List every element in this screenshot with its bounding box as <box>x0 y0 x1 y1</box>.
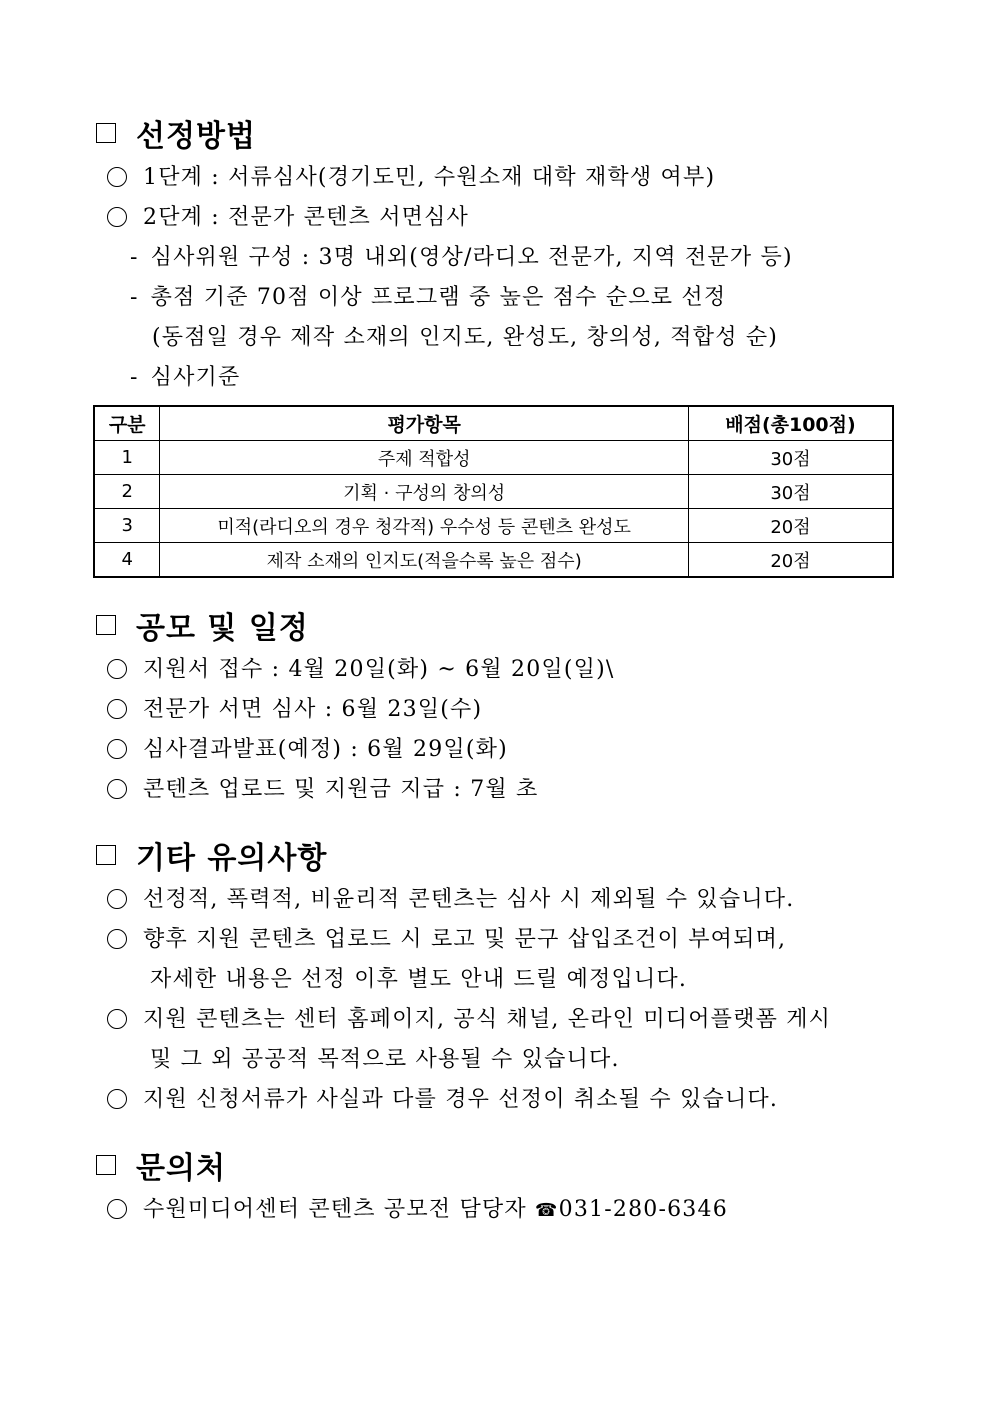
section-title: 기타 유의사항 <box>136 841 328 876</box>
criteria-table <box>93 405 894 578</box>
list-item-text: 향후 지원 콘텐츠 업로드 시 로고 및 문구 삽입조건이 부여되며, <box>143 927 787 952</box>
checkbox-square-icon <box>96 1155 116 1175</box>
list-item-text: 심사결과발표(예정) : 6월 29일(화) <box>143 737 508 762</box>
circle-bullet-icon <box>107 207 127 227</box>
circle-bullet-icon <box>107 1009 127 1029</box>
circle-bullet-icon <box>107 659 127 679</box>
list-item-continuation <box>150 965 687 995</box>
table-cell: 기획 · 구성의 창의성 <box>160 475 689 509</box>
dash-bullet: - <box>130 365 139 390</box>
list-item-text: 1단계 : 서류심사(경기도민, 수원소재 대학 재학생 여부) <box>143 165 716 190</box>
section-title: 문의처 <box>136 1151 226 1186</box>
list-item <box>107 1085 778 1115</box>
table-cell: 2 <box>94 475 160 509</box>
sub-list-item-continuation <box>152 323 778 353</box>
sub-item-text: 심사위원 구성 : 3명 내외(영상/라디오 전문가, 지역 전문가 등) <box>150 245 793 270</box>
table-cell: 미적(라디오의 경우 청각적) 우수성 등 콘텐츠 완성도 <box>160 509 689 543</box>
section-heading-selection <box>96 113 256 153</box>
checkbox-square-icon <box>96 845 116 865</box>
section-title: 공모 및 일정 <box>136 611 309 646</box>
table-cell: 4 <box>94 543 160 578</box>
list-item <box>107 1005 831 1035</box>
list-item <box>107 735 508 765</box>
circle-bullet-icon <box>107 889 127 909</box>
list-item <box>107 775 539 805</box>
dash-bullet: - <box>130 285 139 310</box>
sub-list-item <box>130 243 793 273</box>
circle-bullet-icon <box>107 929 127 949</box>
circle-bullet-icon <box>107 779 127 799</box>
section-heading-schedule <box>96 605 309 645</box>
list-item <box>107 885 794 915</box>
sub-list-item <box>130 363 240 393</box>
list-item-text: 및 그 외 공공적 목적으로 사용될 수 있습니다. <box>150 1047 620 1072</box>
list-item-text: 전문가 서면 심사 : 6월 23일(수) <box>143 697 483 722</box>
phone-number: 031-280-6346 <box>558 1197 728 1222</box>
table-header-cell: 평가항목 <box>160 406 689 441</box>
table-cell: 3 <box>94 509 160 543</box>
circle-bullet-icon <box>107 167 127 187</box>
list-item-continuation <box>150 1045 620 1075</box>
phone-icon: ☎ <box>535 1200 559 1221</box>
table-cell: 20점 <box>688 543 893 578</box>
list-item <box>107 1195 728 1225</box>
list-item-text: 선정적, 폭력적, 비윤리적 콘텐츠는 심사 시 제외될 수 있습니다. <box>143 887 795 912</box>
table-row <box>94 441 893 475</box>
section-heading-contact <box>96 1145 226 1185</box>
table-cell: 30점 <box>688 475 893 509</box>
sub-list-item <box>130 283 726 313</box>
table-cell: 1 <box>94 441 160 475</box>
circle-bullet-icon <box>107 1089 127 1109</box>
list-item-text: 지원 신청서류가 사실과 다를 경우 선정이 취소될 수 있습니다. <box>143 1087 779 1112</box>
circle-bullet-icon <box>107 1199 127 1219</box>
table-row <box>94 509 893 543</box>
circle-bullet-icon <box>107 739 127 759</box>
table-header-row <box>94 406 893 441</box>
sub-item-text: (동점일 경우 제작 소재의 인지도, 완성도, 창의성, 적합성 순) <box>152 325 779 350</box>
table-cell: 제작 소재의 인지도(적을수록 높은 점수) <box>160 543 689 578</box>
section-heading-notes <box>96 835 327 875</box>
table-header-cell: 구분 <box>94 406 160 441</box>
list-item-text: 콘텐츠 업로드 및 지원금 지급 : 7월 초 <box>143 777 539 802</box>
table-cell: 20점 <box>688 509 893 543</box>
dash-bullet: - <box>130 245 139 270</box>
list-item <box>107 695 482 725</box>
list-item <box>107 203 469 233</box>
table-row <box>94 475 893 509</box>
contact-text: 수원미디어센터 콘텐츠 공모전 담당자 <box>143 1197 527 1222</box>
list-item <box>107 655 615 685</box>
checkbox-square-icon <box>96 123 116 143</box>
list-item-text: 2단계 : 전문가 콘텐츠 서면심사 <box>143 205 470 230</box>
table-cell: 30점 <box>688 441 893 475</box>
circle-bullet-icon <box>107 699 127 719</box>
sub-item-text: 심사기준 <box>150 365 241 390</box>
checkbox-square-icon <box>96 615 116 635</box>
table-row <box>94 543 893 578</box>
list-item-text: 지원 콘텐츠는 센터 홈페이지, 공식 채널, 온라인 미디어플랫폼 게시 <box>143 1007 832 1032</box>
sub-item-text: 총점 기준 70점 이상 프로그램 중 높은 점수 순으로 선정 <box>150 285 727 310</box>
list-item-text: 지원서 접수 : 4월 20일(화) ~ 6월 20일(일)\ <box>143 657 615 682</box>
list-item <box>107 163 715 193</box>
section-title: 선정방법 <box>136 119 256 154</box>
table-header-cell: 배점(총100점) <box>688 406 893 441</box>
list-item <box>107 925 786 955</box>
table-cell: 주제 적합성 <box>160 441 689 475</box>
list-item-text: 자세한 내용은 선정 이후 별도 안내 드릴 예정입니다. <box>150 967 688 992</box>
